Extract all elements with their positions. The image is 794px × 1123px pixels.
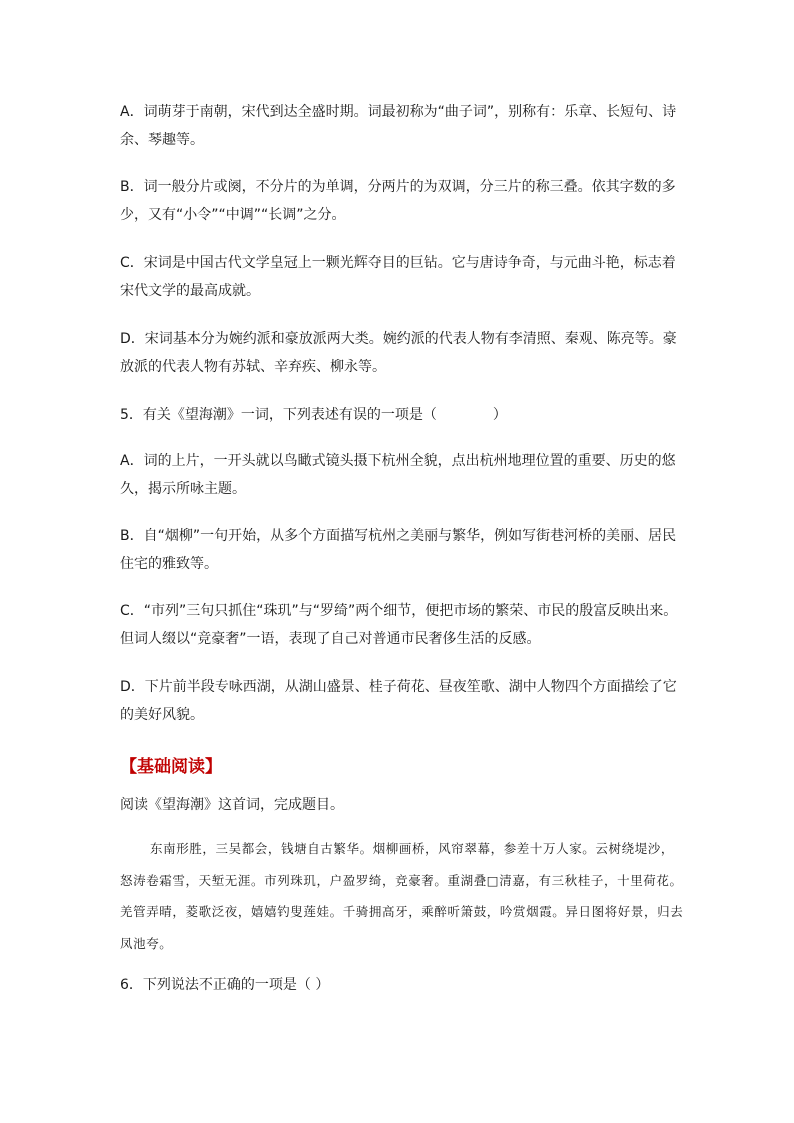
poem-text: 东南形胜，三吴都会，钱塘自古繁华。烟柳画桥，风帘翠幕，参差十万人家。云树绕堤沙，怒涛卷霜雪，天堑无涯。市列珠玑，户盈罗绮，竞豪奢。重湖叠□清嘉，有三秋桂子，十里荷花。羌管弄晴，菱歌泛夜，嬉嬉钓叟莲娃。千骑拥高牙，乘醉听箫鼓，吟赏烟霞。异日图将好景，归去凤池夸。 — [120, 841, 684, 951]
option-4a: A．词萌芽于南朝，宋代到达全盛时期。词最初称为“曲子词”，别称有：乐章、长短句、诗余、琴趣等。 — [120, 104, 677, 148]
option-4d: D．宋词基本分为婉约派和豪放派两大类。婉约派的代表人物有李清照、秦观、陈亮等。豪放派的代表人物有苏轼、辛弃疾、柳永等。 — [120, 331, 677, 375]
option-4b: B．词一般分片或阕，不分片的为单调，分两片的为双调，分三片的称三叠。依其字数的多少，又有“小令”“中调”“长调”之分。 — [120, 179, 676, 223]
option-4c: C．宋词是中国古代文学皇冠上一颗光辉夺目的巨钻。它与唐诗争奇，与元曲斗艳，标志着宋代文学的最高成就。 — [120, 255, 676, 299]
option-5b: B．自“烟柳”一句开始，从多个方面描写杭州之美丽与繁华，例如写街巷河桥的美丽、居民住宅的雅致等。 — [120, 528, 677, 572]
question-5: 5．有关《望海潮》一词，下列表述有误的一项是（ ） — [120, 407, 507, 423]
question-6: 6．下列说法不正确的一项是（ ） — [120, 977, 330, 993]
section-title: 【基础阅读】 — [120, 757, 222, 777]
option-5d: D．下片前半段专咏西湖，从湖山盛景、桂子荷花、昼夜笙歌、湖中人物四个方面描绘了它的美好风貌。 — [120, 679, 677, 723]
option-5a: A．词的上片，一开头就以鸟瞰式镜头摄下杭州全貌，点出杭州地理位置的重要、历史的悠久，揭示所咏主题。 — [120, 453, 676, 497]
reading-instruction: 阅读《望海潮》这首词，完成题目。 — [120, 797, 344, 813]
option-5c: C．“市列”三句只抓住“珠玑”与“罗绮”两个细节，便把市场的繁荣、市民的殷富反映出来。但词人缀以“竞豪奢”一语，表现了自己对普通市民奢侈生活的反感。 — [120, 603, 678, 647]
